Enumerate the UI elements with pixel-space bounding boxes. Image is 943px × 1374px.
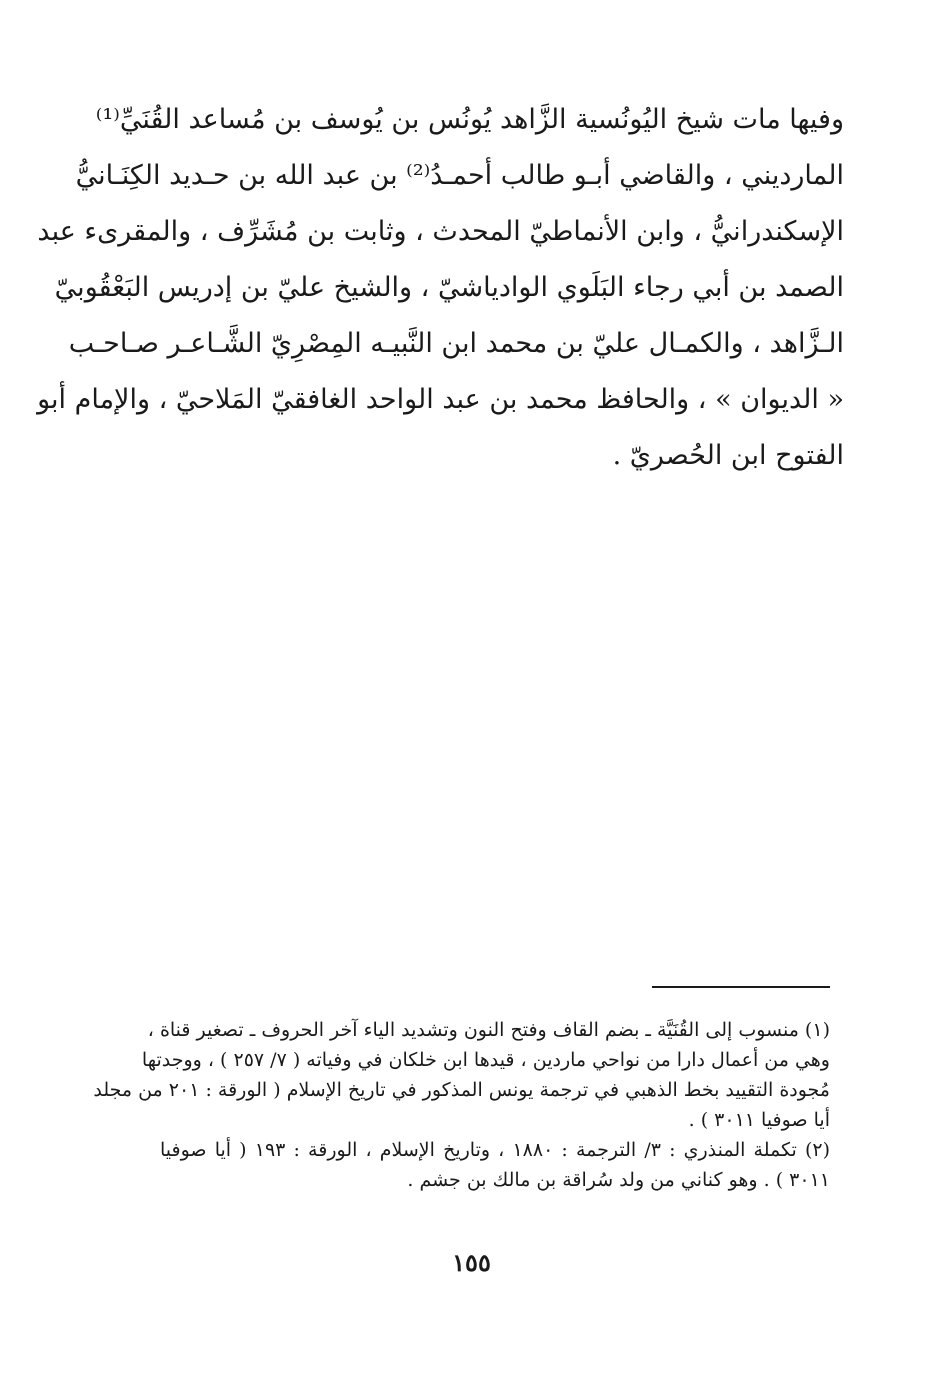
main-text-line: الـزَّاهد ، والكمـال عليّ بن محمد ابن النَّبيـه المِصْرِيّ الشَّـاعـر صـاحـب [68, 328, 844, 359]
main-text-line: المارديني ، والقاضي أبـو طالب أحمـدُ⁽²⁾ بن عبد الله بن حـديد الكِنَـانيُّ [75, 160, 844, 191]
footnote-separator [652, 986, 830, 988]
main-text-line: الفتوح ابن الحُصريّ . [612, 440, 844, 471]
footnote-line: مُجودة التقييد بخط الذهبي في ترجمة يونس المذكور في تاريخ الإسلام ( الورقة : ٢٠١ من مجلد [93, 1079, 830, 1101]
footnote-line: أيا صوفيا ٣٠١١ ) . [688, 1109, 830, 1131]
footnote-line: ٣٠١١ ) . وهو كناني من ولد سُراقة بن مالك بن جشم . [407, 1169, 830, 1191]
page-number: ١٥٥ [452, 1248, 491, 1277]
main-text-line: وفيها مات شيخ اليُونُسية الزَّاهد يُونُس بن يُوسف بن مُساعد القُنَيِّ⁽¹⁾ [95, 104, 844, 135]
footnote-line: (١) منسوب إلى القُنَيَّة ـ بضم القاف وفتح النون وتشديد الياء آخر الحروف ـ تصغير قناة ، [147, 1019, 830, 1041]
main-text-line: « الديوان » ، والحافظ محمد بن عبد الواحد الغافقيّ المَلاحيّ ، والإمام أبو [37, 384, 844, 415]
footnotes-block [93, 1015, 830, 1195]
footnote-line: (٢) تكملة المنذري : ٣/ الترجمة : ١٨٨٠ ، وتاريخ الإسلام ، الورقة : ١٩٣ ( أيا صوفيا [160, 1139, 830, 1161]
main-text-block [37, 92, 844, 484]
footnote-line: وهي من أعمال دارا من نواحي ماردين ، قيدها ابن خلكان في وفياته ( ٧/ ٢٥٧ ) ، ووجدتها [141, 1049, 830, 1071]
main-text-line: الإسكندرانيُّ ، وابن الأنماطيّ المحدث ، وثابت بن مُشَرِّف ، والمقرىء عبد [37, 216, 844, 247]
main-text-line: الصمد بن أبي رجاء البَلَوي الوادياشيّ ، والشيخ عليّ بن إدريس البَعْقُوبيّ [54, 272, 844, 303]
